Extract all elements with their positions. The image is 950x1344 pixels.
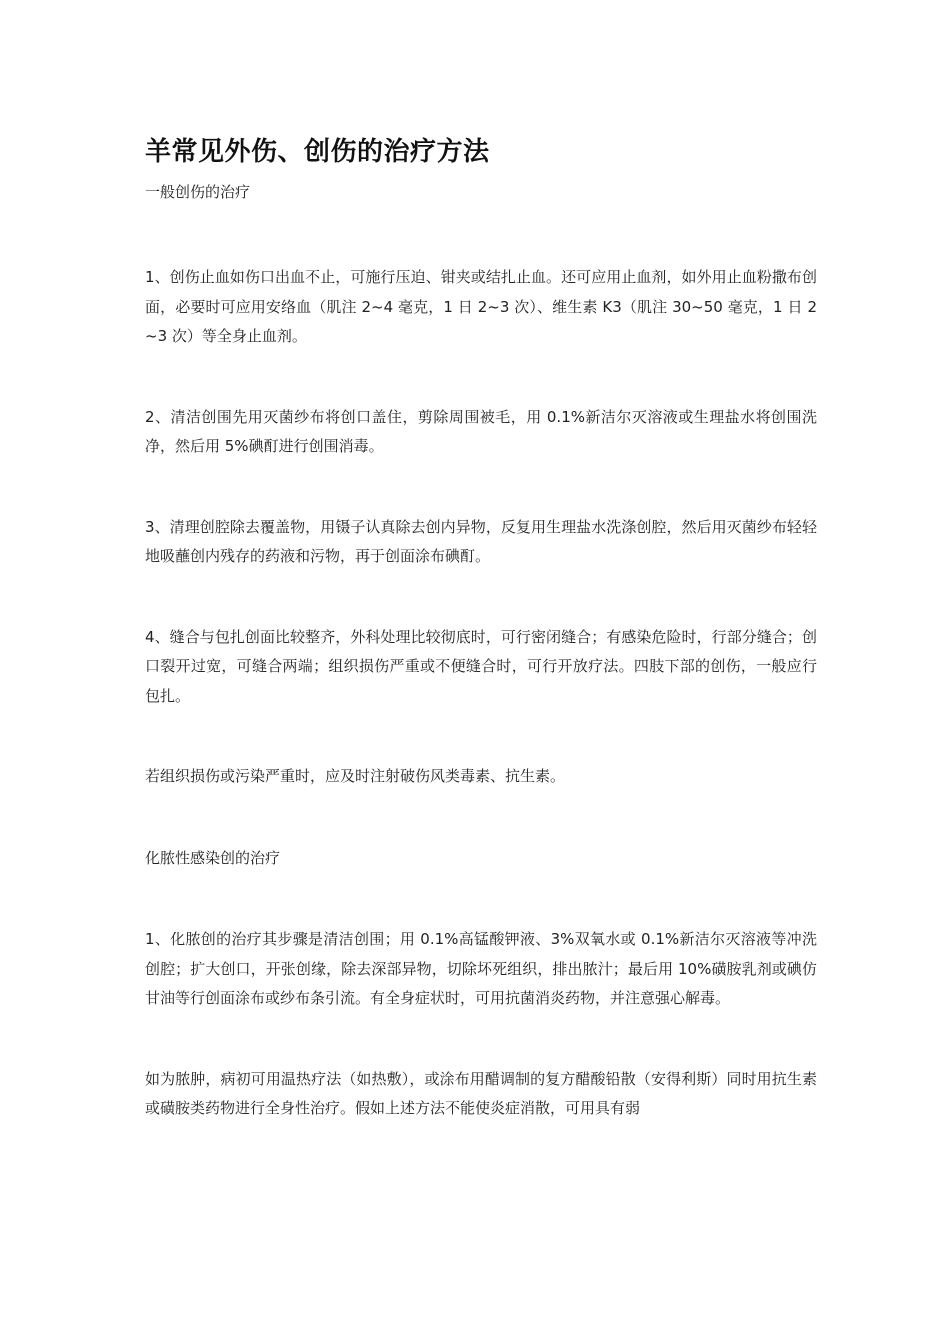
paragraph-hemostasis: 1、创伤止血如伤口出血不止，可施行压迫、钳夹或结扎止血。还可应用止血剂，如外用止血粉撒布创面，必要时可应用安络血（肌注 2~4 毫克，1 日 2~3 次）、维生素 K3（肌注 30~50 毫克，1 日 2~3 次）等全身止血剂。: [145, 268, 817, 345]
paragraph-suture-bandage: 4、缝合与包扎创面比较整齐，外科处理比较彻底时，可行密闭缝合；有感染危险时，行部分缝合；创口裂开过宽，可缝合两端；组织损伤严重或不便缝合时，可行开放疗法。四肢下部的创伤，一般应行包扎。: [145, 627, 817, 705]
section-heading-general-wound: 一般创伤的治疗: [145, 183, 251, 201]
spacer: [145, 203, 817, 263]
document-title: 羊常见外伤、创伤的治疗方法: [145, 137, 490, 167]
spacer: [145, 462, 817, 513]
spacer: [145, 792, 817, 844]
section-heading-purulent-wound: 化脓性感染创的治疗: [145, 848, 281, 867]
spacer: [145, 1014, 817, 1065]
document-body: [145, 135, 817, 1124]
paragraph-clean-wound-cavity: 3、清理创腔除去覆盖物，用镊子认真除去创内异物，反复用生理盐水洗涤创腔，然后用灭菌纱布轻轻地吸蘸创内残存的药液和污物，再于创面涂布碘酊。: [145, 517, 817, 565]
paragraph-abscess-treatment: 如为脓肿，病初可用温热疗法（如热敷），或涂布用醋调制的复方醋酸铅散（安得利斯）同时用抗生素或磺胺类药物进行全身性治疗。假如上述方法不能使炎症消散，可用具有弱: [145, 1069, 817, 1117]
paragraph-clean-wound-area: 2、清洁创围先用灭菌纱布将创口盖住，剪除周围被毛，用 0.1%新洁尔灭溶液或生理盐水将创围洗净，然后用 5%碘酊进行创围消毒。: [145, 407, 817, 455]
spacer: [145, 352, 817, 403]
paragraph-purulent-treatment: 1、化脓创的治疗其步骤是清洁创围；用 0.1%高锰酸钾液、3%双氧水或 0.1%新洁尔灭溶液等冲洗创腔；扩大创口，开张创缘，除去深部异物，切除坏死组织，排出脓汁；最后用 10%磺胺乳剂或碘仿甘油等行创面涂布或纱布条引流。有全身症状时，可用抗菌消炎药物，并注意强心解毒。: [145, 930, 817, 1007]
spacer: [145, 873, 817, 925]
paragraph-tetanus-note: 若组织损伤或污染严重时，应及时注射破伤风类毒素、抗生素。: [145, 767, 566, 785]
spacer: [145, 711, 817, 762]
spacer: [145, 572, 817, 623]
